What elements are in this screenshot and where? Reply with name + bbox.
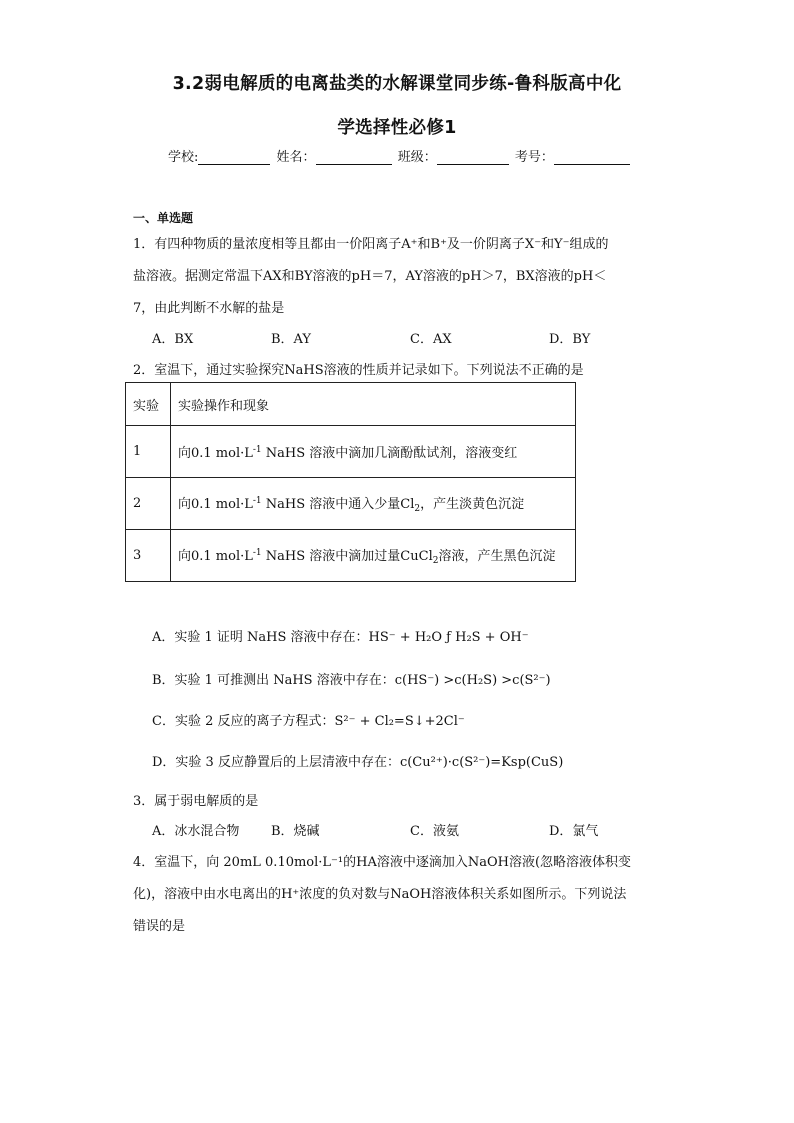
number-label: 考号： bbox=[514, 150, 554, 165]
row1-desc: 向0.1 $mol\cdot L^{-1}$ NaHS 溶液中滴加几滴酚酞试剂，溶液变红 bbox=[171, 426, 576, 478]
q1-option-d[interactable]: D．BY bbox=[549, 332, 591, 347]
q2-option-d[interactable]: D．实验 3 反应静置后的上层清液中存在：c(Cu²⁺)·c(S²⁻)=Ksp(CuS) bbox=[152, 755, 564, 770]
doc-title-line1: 3.2弱电解质的电离盐类的水解课堂同步练-鲁科版高中化 bbox=[172, 74, 622, 94]
q1-line2: 盐溶液。据测定常温下AX和BY溶液的pH＝7，AY溶液的pH＞7，BX溶液的pH＜ bbox=[133, 269, 607, 284]
q1-option-a[interactable]: A．BX bbox=[152, 332, 194, 347]
q1-line1: 1．有四种物质的量浓度相等且都由一价阳离子A⁺和B⁺及一价阴离子X⁻和Y⁻组成的 bbox=[133, 237, 609, 252]
q4-line3: 错误的是 bbox=[133, 919, 186, 934]
q1-option-b[interactable]: B．AY bbox=[271, 332, 311, 347]
table-row bbox=[126, 426, 576, 478]
name-label: 姓名： bbox=[276, 150, 316, 165]
q4-line1: 4．室温下，向 20mL 0.10mol·L⁻¹的HA溶液中逐滴加入NaOH溶液(忽略溶液体积变 bbox=[133, 855, 632, 870]
q1-option-c[interactable]: C．AX bbox=[410, 332, 452, 347]
q3-option-d[interactable]: D．氯气 bbox=[549, 824, 599, 839]
q4-line2: 化)，溶液中由水电离出的H⁺浓度的负对数与NaOH溶液体积关系如图所示。下列说法 bbox=[133, 887, 627, 902]
q2-stem: 2．室温下，通过实验探究NaHS溶液的性质并记录如下。下列说法不正确的是 bbox=[133, 363, 584, 378]
doc-title-line2: 学选择性必修1 bbox=[337, 118, 457, 138]
table-row bbox=[126, 478, 576, 530]
class-label: 班级： bbox=[397, 150, 437, 165]
school-label: 学校: bbox=[168, 150, 199, 165]
row2-num: 2 bbox=[126, 478, 171, 530]
q2-option-c[interactable]: C．实验 2 反应的离子方程式：S²⁻ + Cl₂=S↓+2Cl⁻ bbox=[152, 714, 465, 729]
q2-option-a[interactable]: A．实验 1 证明 NaHS 溶液中存在：HS⁻ + H₂O ƒ H₂S + OH⁻ bbox=[152, 630, 529, 645]
table-header-num: 实验 bbox=[126, 383, 171, 426]
q3-stem: 3．属于弱电解质的是 bbox=[133, 794, 259, 809]
student-info-row bbox=[168, 146, 632, 165]
q3-option-c[interactable]: C．液氨 bbox=[410, 824, 459, 839]
table-row bbox=[126, 530, 576, 582]
experiment-table bbox=[125, 382, 576, 582]
q3-option-b[interactable]: B．烧碱 bbox=[271, 824, 320, 839]
table-header-desc: 实验操作和现象 bbox=[171, 383, 576, 426]
class-blank[interactable] bbox=[437, 151, 509, 165]
row3-desc: 向0.1 $mol\cdot L^{-1}$ NaHS 溶液中滴加过量CuCl$_2$溶液，产生黑色沉淀 bbox=[171, 530, 576, 582]
q2-option-b[interactable]: B．实验 1 可推测出 NaHS 溶液中存在：c(HS⁻) >c(H₂S) >c(S²⁻) bbox=[152, 673, 551, 688]
name-blank[interactable] bbox=[316, 151, 392, 165]
row1-num: 1 bbox=[126, 426, 171, 478]
q3-option-a[interactable]: A．冰水混合物 bbox=[152, 824, 240, 839]
row2-desc: 向0.1 $mol\cdot L^{-1}$ NaHS 溶液中通入少量$Cl_2$，产生淡黄色沉淀 bbox=[171, 478, 576, 530]
school-blank[interactable] bbox=[198, 151, 270, 165]
q1-line3: 7，由此判断不水解的盐是 bbox=[133, 301, 285, 316]
section-heading: 一、单选题 bbox=[133, 211, 194, 225]
number-blank[interactable] bbox=[554, 151, 630, 165]
row3-num: 3 bbox=[126, 530, 171, 582]
